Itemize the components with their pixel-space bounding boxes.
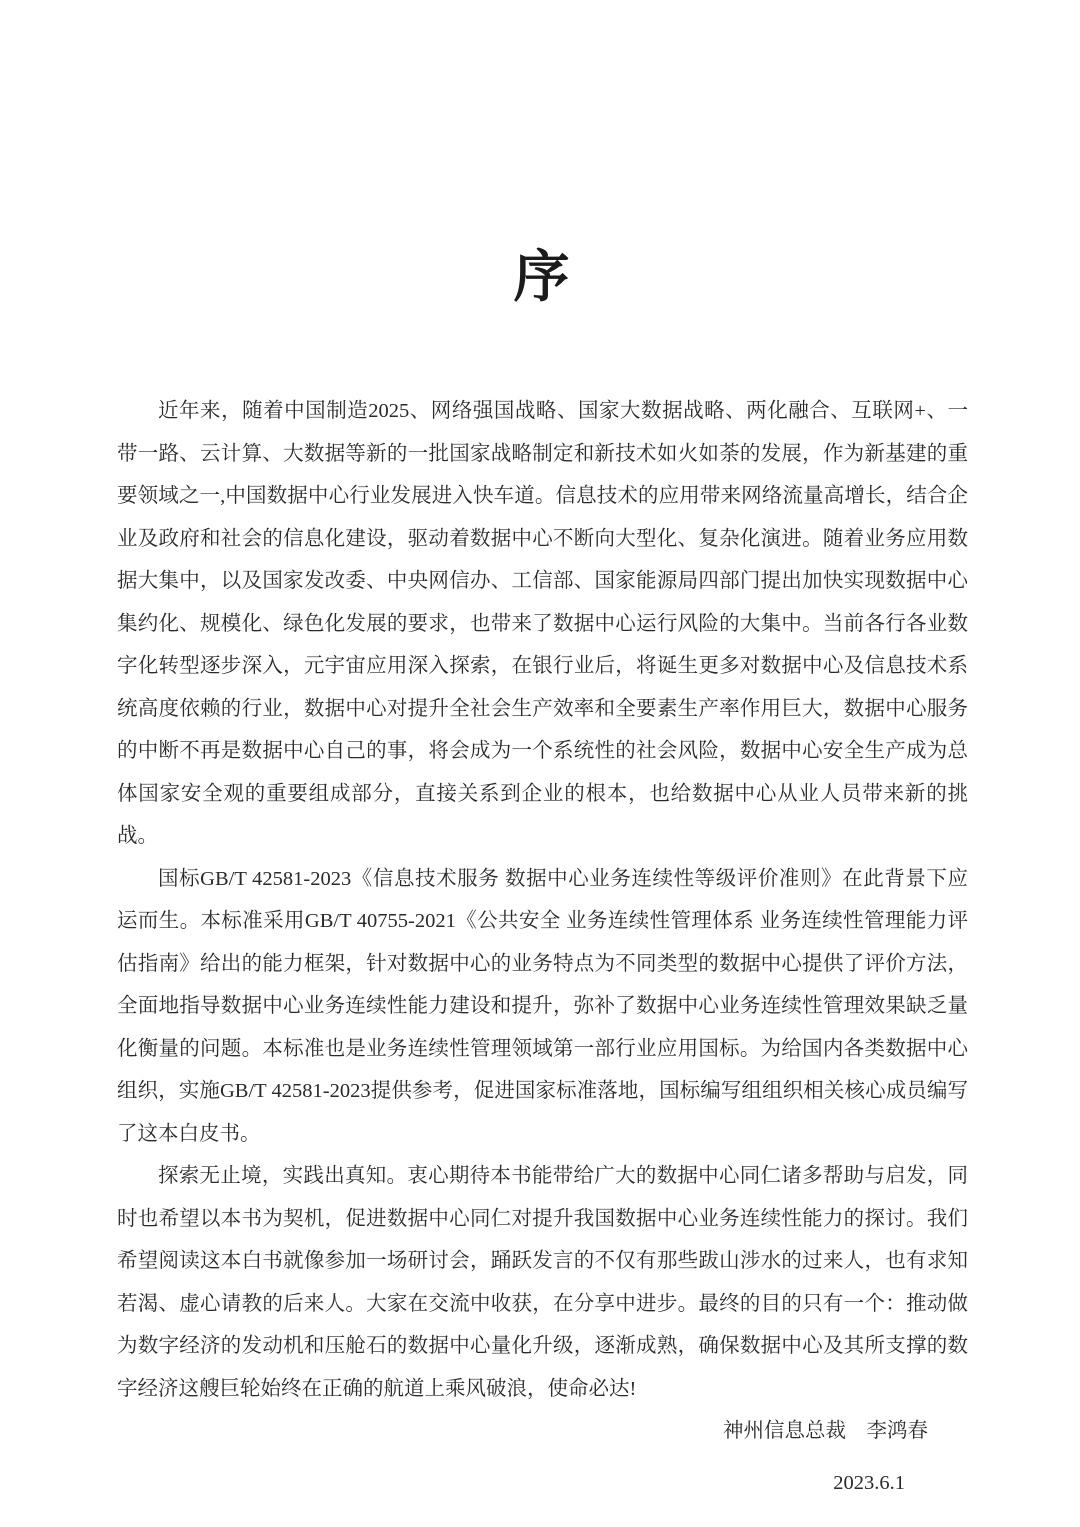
paragraph-2: 国标GB/T 42581-2023《信息技术服务 数据中心业务连续性等级评价准则》在此背景下应运而生。本标准采用GB/T 40755-2021《公共安全 业务连续性管理体系 业务连续性管理能力评估指南》给出的能力框架，针对数据中心的业务特点为不同类型的数据中心提供了评价方法，全面地指导数据中心业务连续性能力建设和提升，弥补了数据中心业务连续性管理效果缺乏量化衡量的问题。本标准也是业务连续性管理领域第一部行业应用国标。为给国内各类数据中心组织，实施GB/T 42581-2023提供参考，促进国家标准落地，国标编写组组织相关核心成员编写了这本白皮书。 bbox=[117, 867, 968, 1145]
signature-line: 神州信息总裁 李鸿春 bbox=[723, 1420, 928, 1442]
preface-title: 序 bbox=[513, 247, 572, 309]
paragraph-1: 近年来，随着中国制造2025、网络强国战略、国家大数据战略、两化融合、互联网+、一带一路、云计算、大数据等新的一批国家战略制定和新技术如火如荼的发展，作为新基建的重要领域之一,中国数据中心行业发展进入快车道。信息技术的应用带来网络流量高增长，结合企业及政府和社会的信息化建设，驱动着数据中心不断向大型化、复杂化演进。随着业务应用数据大集中，以及国家发改委、中央网信办、工信部、国家能源局四部门提出加快实现数据中心集约化、规模化、绿色化发展的要求，也带来了数据中心运行风险的大集中。当前各行各业数字化转型逐步深入，元宇宙应用深入探索，在银行业后，将诞生更多对数据中心及信息技术系统高度依赖的行业，数据中心对提升全社会生产效率和全要素生产率作用巨大，数据中心服务的中断不再是数据中心自己的事，将会成为一个系统性的社会风险，数据中心安全生产成为总体国家安全观的重要组成部分，直接关系到企业的根本，也给数据中心从业人员带来新的挑战。 bbox=[117, 400, 968, 847]
date-line: 2023.6.1 bbox=[833, 1471, 905, 1494]
paragraph-3: 探索无止境，实践出真知。衷心期待本书能带给广大的数据中心同仁诸多帮助与启发，同时也希望以本书为契机，促进数据中心同仁对提升我国数据中心业务连续性能力的探讨。我们希望阅读这本白书就像参加一场研讨会，踊跃发言的不仅有那些跋山涉水的过来人，也有求知若渴、虚心请教的后来人。大家在交流中收获，在分享中进步。最终的目的只有一个：推动做为数字经济的发动机和压舱石的数据中心量化升级，逐渐成熟，确保数据中心及其所支撑的数字经济这艘巨轮始终在正确的航道上乘风破浪，使命必达! bbox=[117, 1165, 968, 1400]
preface-body bbox=[117, 390, 968, 1504]
